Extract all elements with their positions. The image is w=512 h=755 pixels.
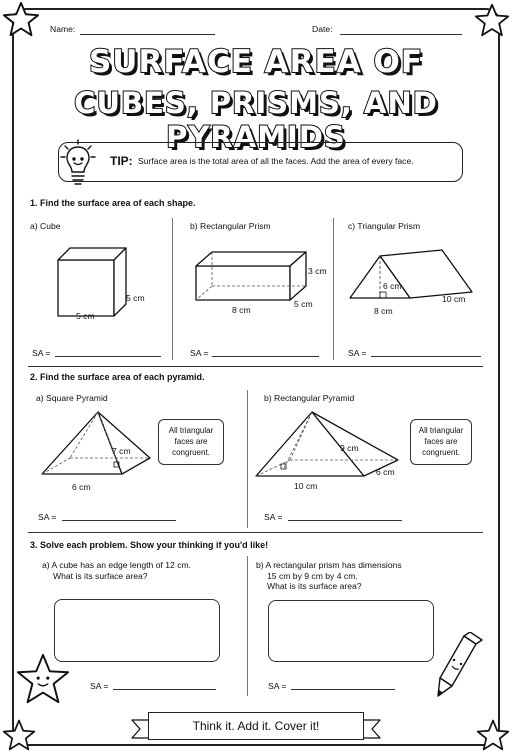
- smiling-star-icon: [14, 652, 72, 708]
- footer-banner: Think it. Add it. Cover it!: [148, 712, 364, 740]
- cube-label: a) Cube: [30, 221, 61, 231]
- section-3-heading: 3. Solve each problem. Show your thinking if you'd like!: [30, 540, 269, 550]
- rect-prism-sa-label: SA =: [190, 348, 209, 358]
- star-icon: [476, 718, 510, 752]
- section-divider: [28, 366, 483, 367]
- tri-prism-dim-length: 10 cm: [442, 294, 466, 304]
- tri-prism-dim-height: 6 cm: [383, 281, 402, 291]
- square-pyramid-diagram: [38, 408, 158, 480]
- pencil-icon: [430, 632, 484, 702]
- cube-sa-label: SA =: [32, 348, 51, 358]
- date-field[interactable]: [340, 34, 462, 35]
- rect-prism-label: b) Rectangular Prism: [190, 221, 271, 231]
- rect-pyramid-sa-label: SA =: [264, 512, 283, 522]
- problem-b-sa-answer[interactable]: [291, 689, 395, 690]
- column-divider: [247, 556, 248, 696]
- rect-pyramid-sa-answer[interactable]: [288, 520, 402, 521]
- problem-a-sa-label: SA =: [90, 681, 109, 691]
- column-divider: [333, 218, 334, 360]
- tip-label: TIP:: [110, 154, 133, 168]
- square-pyramid-sa-label: SA =: [38, 512, 57, 522]
- rect-prism-dim-height: 3 cm: [308, 266, 327, 276]
- problem-b-text: b) A rectangular prism has dimensions 15 cm by 9 cm by 4 cm. What is its surface area?: [256, 560, 402, 592]
- section-1-heading: 1. Find the surface area of each shape.: [30, 198, 196, 208]
- name-label: Name:: [50, 24, 76, 34]
- lightbulb-icon: [60, 138, 96, 188]
- square-pyramid-dim-base: 6 cm: [72, 482, 91, 492]
- date-label: Date:: [312, 24, 333, 34]
- square-pyramid-label: a) Square Pyramid: [36, 393, 108, 403]
- square-pyramid-sa-answer[interactable]: [62, 520, 176, 521]
- rect-prism-dim-width: 8 cm: [232, 305, 251, 315]
- cube-dim-bottom: 5 cm: [76, 311, 95, 321]
- cube-dim-side: 5 cm: [126, 293, 145, 303]
- rect-prism-dim-depth: 5 cm: [294, 299, 313, 309]
- star-icon: [2, 718, 36, 752]
- problem-b-work-box[interactable]: [268, 600, 434, 662]
- rect-prism-sa-answer[interactable]: [212, 356, 319, 357]
- section-2-heading: 2. Find the surface area of each pyramid.: [30, 372, 205, 382]
- rect-pyramid-dim-width: 10 cm: [294, 481, 318, 491]
- rect-pyramid-dim-slant: 9 cm: [340, 443, 359, 453]
- title-line-1: SURFACE AREA OF: [88, 44, 424, 80]
- column-divider: [172, 218, 173, 360]
- tri-prism-sa-answer[interactable]: [371, 356, 481, 357]
- star-icon: [2, 0, 40, 38]
- cube-diagram: [40, 240, 170, 330]
- rect-pyramid-dim-depth: 6 cm: [376, 467, 395, 477]
- problem-a-work-box[interactable]: [54, 599, 220, 662]
- tri-prism-dim-base: 8 cm: [374, 306, 393, 316]
- rect-pyramid-label: b) Rectangular Pyramid: [264, 393, 355, 403]
- problem-a-text: a) A cube has an edge length of 12 cm. What is its surface area?: [42, 560, 192, 581]
- title-line-2: CUBES, PRISMS, AND PYRAMIDS: [74, 86, 438, 154]
- tri-prism-sa-label: SA =: [348, 348, 367, 358]
- star-icon: [474, 2, 510, 38]
- square-pyramid-dim-slant: 7 cm: [112, 446, 131, 456]
- cube-sa-answer[interactable]: [55, 356, 161, 357]
- problem-b-sa-label: SA =: [268, 681, 287, 691]
- problem-a-sa-answer[interactable]: [113, 689, 216, 690]
- name-field[interactable]: [80, 34, 215, 35]
- rect-pyramid-note: All triangular faces are congruent.: [410, 419, 472, 465]
- square-pyramid-note: All triangular faces are congruent.: [158, 419, 224, 465]
- column-divider: [247, 390, 248, 528]
- section-divider: [28, 532, 483, 533]
- tip-text: Surface area is the total area of all the faces. Add the area of every face.: [138, 156, 414, 166]
- tri-prism-label: c) Triangular Prism: [348, 221, 421, 231]
